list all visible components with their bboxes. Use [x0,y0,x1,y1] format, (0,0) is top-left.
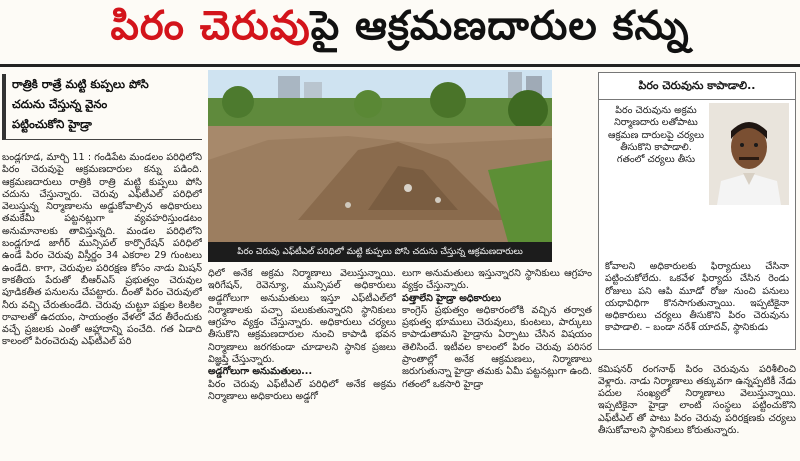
article-column-2 [208,268,396,461]
subheadline [2,74,202,140]
subhead-line-1: రాత్రికి రాత్రే మట్టి కుప్పలు పోసి [12,77,149,91]
person-portrait [709,103,789,205]
headline-rule [0,64,800,67]
col3-subheading: పత్తాలేని హైడ్రా అధికారులు [402,292,502,304]
headline-part-2: పై ఆక్రమణదారుల కన్ను [310,3,690,49]
subhead-line-3: పట్టించుకోని హైడ్రా [12,117,92,131]
col1-paragraph: బండ్లగూడ, మార్చి 11 : గండిపేట మండలం పరిధిలోని పిరం చెరువుపై ఆక్రమణదారుల కన్ను పడింది. ఆక్రమణదారులు రాత్రికి రాత్రి మట్టి కుప్పలు పోసి చదును చేస్తున్నారు. చెరువు ఎఫ్‌టీఎల్ పరిధిలో వెలుస్తున్న నిర్మాణాలను అడ్డుకోవాల్సిన అధికారులు తమకేమీ పట్టనట్లుగా వ్యవహరిస్తుండటం అనుమానాలకు తావిస్తున్నది. మండల పరిధిలోని బండ్లగూడ జాగీర్ మున్సిపల్ కార్పొరేషన్ పరిధిలో ఉండే పిరం చెరువు విస్తీర్ణం 34 ఎకరాల 29 గుంటలు ఉండేది. కాగా, చెరువుల పరిరక్షణ కోసం నాడు మిషన్ కాకతీయ పేరుతో బీఆర్ఎస్ ప్రభుత్వం చెరువుల పూడికతీత పనులను చేపట్టారు. దీంతో పిరం చెరువులో నీరు వచ్చి చేరుతుండేది. చెరువు చుట్టూ పక్షుల కిలకిల రావాలతో ఉదయం, సాయంత్రం వేళలో వేద తీరేందుకు వచ్చే ప్రజలకు ఎంతో ఆహ్లాదాన్ని పంచేది. గత ఏడాది కాలంలో పిరంచెరువు ఎఫ్‌టీఎల్ పరి [2,152,202,348]
news-photo [208,70,552,242]
headline-part-1: పిరం చెరువు [110,3,311,49]
sidebox-text-bottom: కోవాలని అధికారులకు ఫిర్యాదులు చేసినా పట్టించుకోలేదు. ఒకవేళ ఫిర్యాదు చేసిన రెండు రోజులు పని ఆపి మూడో రోజు నుంచి పనులు యధావిధిగా కొనసాగుతున్నాయి. ఇప్పటికైనా అధికారులు చర్యలు తీసుకొని పిరం చెరువును కాపాడాలి. – బండా నరేశ్ యాదవ్, స్థానికుడు [605,261,789,334]
sidebox-text-top: పిరం చెరువును అక్రమ నిర్మాణదారు లతోపాటు ఆక్రమణ దారులపై చర్యలు తీసుకొని కాపాడాలి. గతంలో చర్యలు తీసు [608,105,704,166]
col3-paragraph-2: కాంగ్రెస్ ప్రభుత్వం అధికారంలోకి వచ్చిన తర్వాత ప్రభుత్వ భూములు చెరువులు, కుంటలు, పార్కులు కాపాడుతామని హైడ్రాను ఏర్పాటు చేసిన విషయం తెలిసిందే. ఇటీవల కాలంలో పిరం చెరువు పరిసర ప్రాంతాల్లో అనేక ఆక్రమణలు, నిర్మాణాలు జరుగుతున్నా హైడ్రా తమకు ఏమీ పట్టనట్లుగా ఉంది. గతంలో ఒకసారి హైడ్రా [402,304,592,390]
col3-paragraph-1: లుగా అనుమతులు ఇస్తున్నారని స్థానికులు ఆగ్రహం వ్యక్తం చేస్తున్నారు. [402,268,592,292]
portrait-image [709,103,789,205]
construction-site-image [208,70,552,242]
headline [0,0,800,62]
col2-paragraph-2: పిరం చెరువు ఎఫ్‌టీఎల్ పరిధిలో అనేక అక్రమ నిర్మాణాలు అధికారులు అడ్డగో [208,378,396,402]
quote-sidebox [598,72,796,350]
article-column-3 [402,268,592,461]
article-column-1 [2,152,202,461]
col4-paragraph: కమిషనర్ రంగనాథ్ పిరం చెరువును పరిశీలించి వెళ్లారు. నాడు నిర్మాణాలు తక్కువగా ఉన్నప్పటికీ నేడు పదుల సంఖ్యలో నిర్మాణాలు వెలుస్తున్నాయి. ఇప్పటికైనా హైడ్రా లాంటి సంస్థలు పట్టించుకొని ఎఫ్‌టీఎల్ తో పాటు పిరం చెరువు పరిరక్షణకు చర్యలు తీసుకోవాలని స్థానికులు కోరుతున్నారు. [598,363,796,437]
photo-caption: పిరం చెరువు ఎఫ్‌టీఎల్ పరిధిలో మట్టి కుప్పలు పోసి చదును చేస్తున్న ఆక్రమణదారులు [208,242,552,262]
sidebox-title: పిరం చెరువును కాపాడాలి.. [599,73,795,100]
col2-paragraph-1: ధిలో అనేక అక్రమ నిర్మాణాలు వెలుస్తున్నాయి. ఇరిగేషన్, రెవెన్యూ, మున్సిపల్ అధికారులు అడ్డగోలుగా అనుమతులు ఇస్తూ ఎఫ్‌టీఎల్‌లో నిర్మాణాలకు పచ్చా పలుకుతున్నారని స్థానికులు ఆగ్రహం వ్యక్తం చేస్తున్నారు. అధికారులు చర్యలు తీసుకొని ఆక్రమణదారుల నుంచి కాపాడి భవన నిర్మాణాలు జరగకుండా చూడాలని స్థానిక ప్రజలు విజ్ఞప్తి చేస్తున్నారు. [208,268,396,366]
article-column-4 [598,354,796,447]
subhead-line-2: చదును చేస్తున్న వైనం [12,97,108,111]
col2-subheading: అడ్డగోలుగా అనుమతులు... [208,366,313,378]
